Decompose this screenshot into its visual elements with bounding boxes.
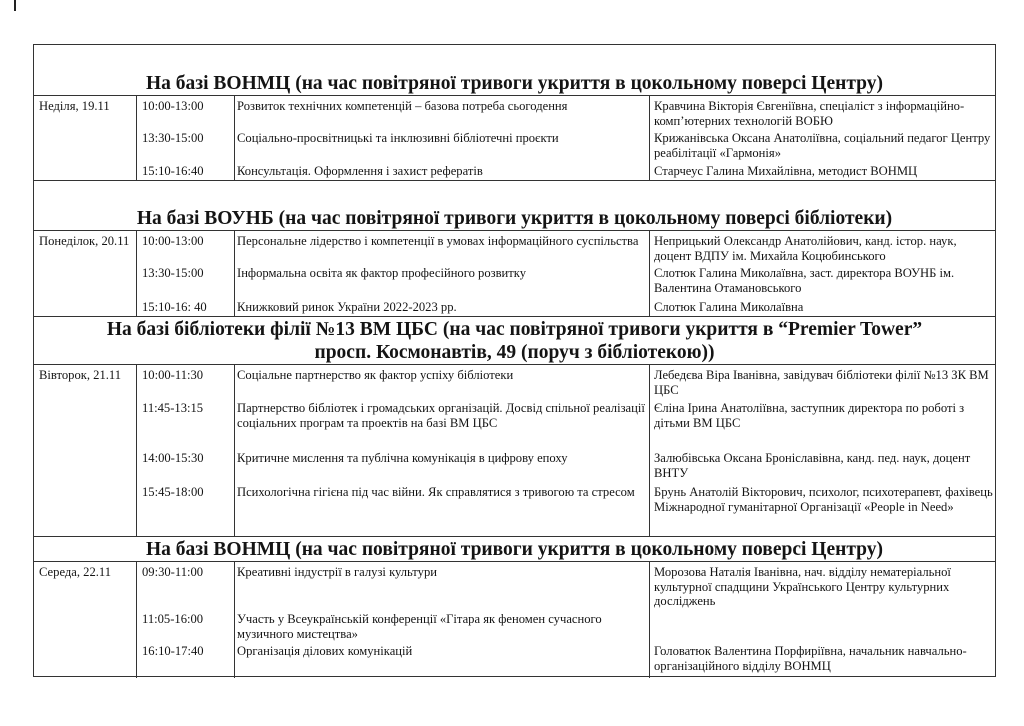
speaker-cell: Слотюк Галина Миколаївна bbox=[654, 300, 804, 314]
speaker-cell: Брунь Анатолій Вікторович, психолог, психотерапевт, фахівець Міжнародної гуманітарної Організації «People in Need» bbox=[654, 485, 993, 514]
time-cell: 16:10-17:40 bbox=[142, 644, 204, 658]
section-heading: На базі ВОНМЦ (на час повітряної тривоги укриття в цокольному поверсі Центру) bbox=[34, 73, 995, 96]
time-cell: 09:30-11:00 bbox=[142, 565, 204, 579]
topic-cell: Персональне лідерство і компетенції в умовах інформаційного суспільства bbox=[237, 234, 639, 248]
speaker-cell: Неприцький Олександр Анатолійович, канд. істор. наук, доцент ВДПУ ім. Михайла Коцюбинського bbox=[654, 234, 957, 263]
row-divider bbox=[34, 180, 995, 181]
column-divider bbox=[234, 562, 235, 678]
column-divider bbox=[234, 231, 235, 317]
speaker-cell: Старчеус Галина Михайлівна, методист ВОНМЦ bbox=[654, 164, 918, 178]
topic-cell: Книжковий ринок України 2022-2023 рр. bbox=[237, 300, 457, 314]
column-divider bbox=[649, 231, 650, 317]
speaker-cell: Морозова Наталія Іванівна, нач. відділу нематеріальної культурної спадщини Українського Центру культурних досліджень bbox=[654, 565, 951, 608]
time-cell: 11:45-13:15 bbox=[142, 401, 204, 415]
topic-cell: Соціально-просвітницькі та інклюзивні бібліотечні проєкти bbox=[237, 131, 559, 145]
column-divider bbox=[136, 365, 137, 537]
time-cell: 13:30-15:00 bbox=[142, 266, 204, 280]
column-divider bbox=[649, 562, 650, 678]
topic-cell: Участь у Всеукраїнській конференції «Гітара як феномен сучасного музичного мистецтва» bbox=[237, 612, 602, 641]
section-heading: На базі ВОНМЦ (на час повітряної тривоги укриття в цокольному поверсі Центру) bbox=[34, 539, 995, 562]
column-divider bbox=[234, 96, 235, 181]
schedule-table bbox=[33, 44, 996, 677]
time-cell: 15:45-18:00 bbox=[142, 485, 204, 499]
column-divider bbox=[136, 562, 137, 678]
row-divider bbox=[34, 316, 995, 317]
section-heading-line2: просп. Космонавтів, 49 (поруч з бібліотекою)) bbox=[34, 342, 995, 365]
time-cell: 10:00-11:30 bbox=[142, 368, 204, 382]
day-cell: Вівторок, 21.11 bbox=[39, 368, 122, 382]
time-cell: 15:10-16:40 bbox=[142, 164, 204, 178]
time-cell: 14:00-15:30 bbox=[142, 451, 204, 465]
time-cell: 11:05-16:00 bbox=[142, 612, 204, 626]
speaker-cell: Крижанівська Оксана Анатоліївна, соціальний педагог Центру реабілітації «Гармонія» bbox=[654, 131, 991, 160]
topic-cell: Креативні індустрії в галузі культури bbox=[237, 565, 437, 579]
topic-cell: Соціальне партнерство як фактор успіху бібліотеки bbox=[237, 368, 514, 382]
speaker-cell: Залюбівська Оксана Броніславівна, канд. пед. наук, доцент ВНТУ bbox=[654, 451, 971, 480]
column-divider bbox=[649, 365, 650, 537]
time-cell: 15:10-16: 40 bbox=[142, 300, 207, 314]
topic-cell: Партнерство бібліотек і громадських організацій. Досвід спільної реалізації соціальних програм та проектів на базі ВМ ЦБС bbox=[237, 401, 645, 430]
speaker-cell: Лебедєва Віра Іванівна, завідувач бібліотеки філії №13 ЗК ВМ ЦБС bbox=[654, 368, 989, 397]
row-divider bbox=[34, 536, 995, 537]
topic-cell: Розвиток технічних компетенцій – базова потреба сьогодення bbox=[237, 99, 568, 113]
speaker-cell: Головатюк Валентина Порфиріївна, начальник навчально-організаційного відділу ВОНМЦ bbox=[654, 644, 967, 673]
column-divider bbox=[136, 96, 137, 181]
day-cell: Середа, 22.11 bbox=[39, 565, 112, 579]
time-cell: 10:00-13:00 bbox=[142, 99, 204, 113]
speaker-cell: Кравчина Вікторія Євгеніївна, спеціаліст з інформаційно-комп’ютерних технологій ВОБЮ bbox=[654, 99, 965, 128]
day-cell: Неділя, 19.11 bbox=[39, 99, 110, 113]
topic-cell: Консультація. Оформлення і захист рефератів bbox=[237, 164, 483, 178]
topic-cell: Психологічна гігієна під час війни. Як справлятися з тривогою та стресом bbox=[237, 485, 635, 499]
topic-cell: Інформальна освіта як фактор професійного розвитку bbox=[237, 266, 527, 280]
day-cell: Понеділок, 20.11 bbox=[39, 234, 130, 248]
column-divider bbox=[649, 96, 650, 181]
time-cell: 13:30-15:00 bbox=[142, 131, 204, 145]
section-heading: На базі ВОУНБ (на час повітряної тривоги укриття в цокольному поверсі бібліотеки) bbox=[34, 208, 995, 231]
topic-cell: Організація ділових комунікацій bbox=[237, 644, 413, 658]
section-heading: На базі бібліотеки філії №13 ВМ ЦБС (на час повітряної тривоги укриття в “Premier Tower” bbox=[106, 319, 923, 340]
column-divider bbox=[136, 231, 137, 317]
topic-cell: Критичне мислення та публічна комунікація в цифрову епоху bbox=[237, 451, 568, 465]
scan-corner-mark bbox=[14, 0, 16, 11]
time-cell: 10:00-13:00 bbox=[142, 234, 204, 248]
speaker-cell: Слотюк Галина Миколаївна, заст. директора ВОУНБ ім. Валентина Отамановського bbox=[654, 266, 955, 295]
column-divider bbox=[234, 365, 235, 537]
speaker-cell: Єліна Ірина Анатоліївна, заступник директора по роботі з дітьми ВМ ЦБС bbox=[654, 401, 965, 430]
